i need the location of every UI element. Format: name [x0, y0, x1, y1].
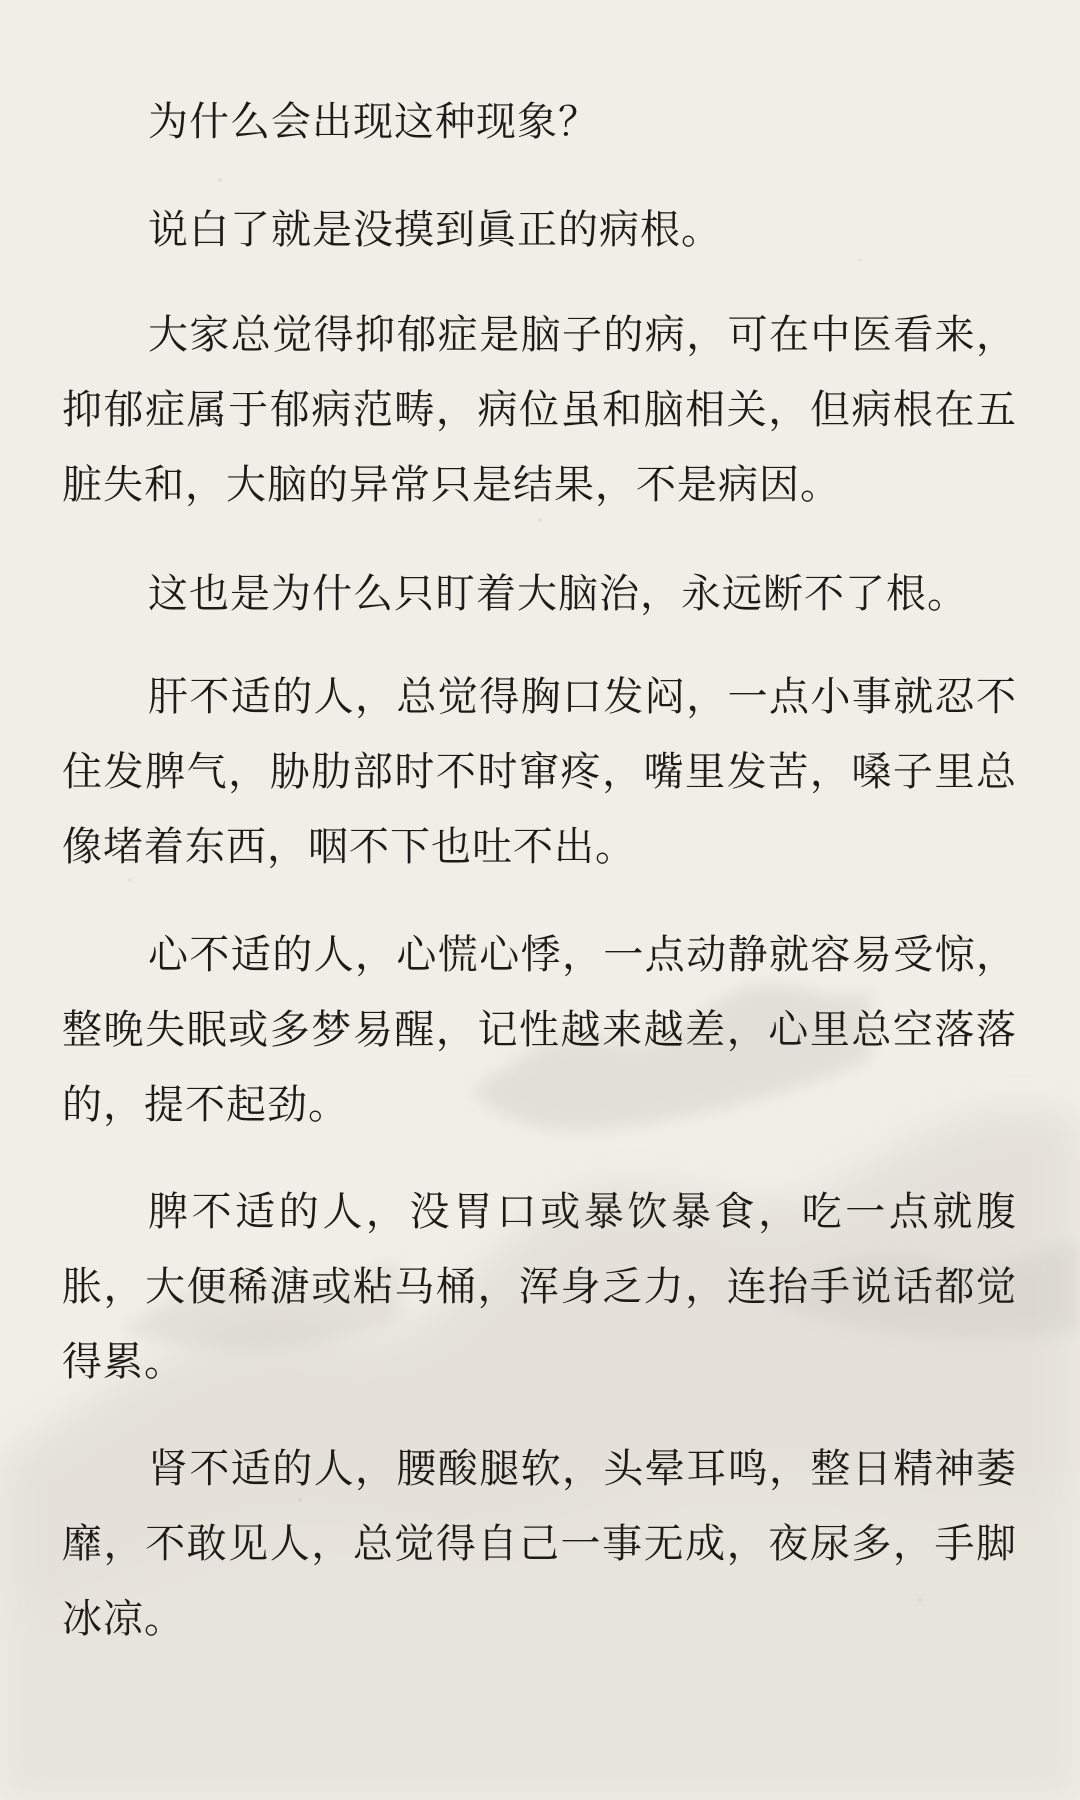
paragraph-heart: 心不适的人，心慌心悸，一点动静就容易受惊，整晚失眠或多梦易醒，记性越来越差，心里总空落落的，提不起劲。 — [62, 932, 1017, 1128]
paragraph-question: 为什么会出现这种现象？ — [148, 99, 599, 145]
paragraph-root-cause: 说白了就是没摸到眞正的病根。 — [148, 207, 722, 253]
paragraph-treat-brain-only: 这也是为什么只盯着大脑治，永远断不了根。 — [148, 571, 968, 617]
paragraph-liver: 肝不适的人，总觉得胸口发闷，一点小事就忍不住发脾气，胁肋部时不时窜疼，嘴里发苦，嗓子里总像堵着东西，咽不下也吐不出。 — [62, 674, 1017, 870]
paragraph-tcm-view: 大家总觉得抑郁症是脑子的病，可在中医看来，抑郁症属于郁病范畴，病位虽和脑相关，但病根在五脏失和，大脑的异常只是结果，不是病因。 — [62, 312, 1017, 508]
paragraph-kidney: 肾不适的人，腰酸腿软，头晕耳鸣，整日精神萎靡，不敢见人，总觉得自己一事无成，夜尿多，手脚冰凉。 — [62, 1446, 1017, 1642]
paragraph-spleen: 脾不适的人，没胃口或暴饮暴食，吃一点就腹胀，大便稀溏或粘马桶，浑身乏力，连抬手说话都觉得累。 — [62, 1189, 1017, 1385]
